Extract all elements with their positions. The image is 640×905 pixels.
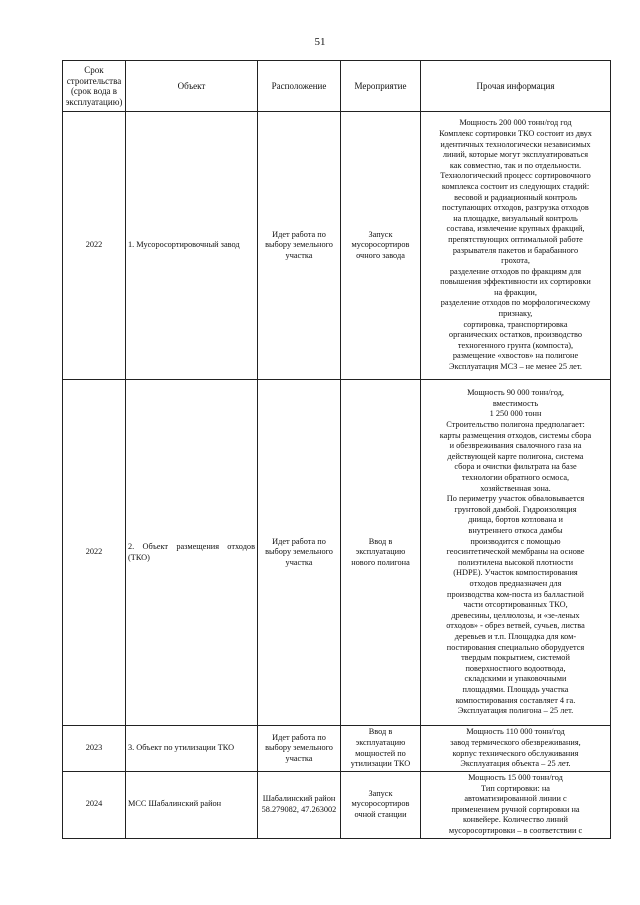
row-year: 2024 (63, 772, 126, 839)
info-line: препятствующих оптимальной работе (448, 234, 583, 244)
info-line: повышения эффективности их сортировки (440, 277, 591, 287)
info-line: состава, извлечение крупных фракций, (446, 224, 585, 234)
info-line: отходов» - обрез ветвей, сучьев, листва (446, 621, 585, 631)
info-line: Технологический процесс сортировочного (440, 171, 591, 181)
info-line: деревьев и т.п. Площадка для ком- (454, 631, 577, 641)
row-object: 2. Объект размещения отходов (ТКО) (126, 380, 258, 726)
info-line: Эксплуатация объекта – 25 лет. (460, 759, 571, 769)
row-year: 2023 (63, 726, 126, 772)
info-line: Эксплуатация МСЗ – не менее 25 лет. (449, 362, 582, 372)
info-line: Комплекс сортировки ТКО состоит из двух (439, 128, 592, 138)
info-line: вместимость (492, 398, 539, 408)
info-line: компостирования составляет 4 га. (455, 695, 576, 705)
info-line: весовой и радиационный контроль (454, 192, 577, 202)
info-line: Строительство полигона предполагает: (446, 420, 585, 430)
row-location: Идет работа по выбору земельного участка (258, 112, 341, 380)
info-line: Мощность 15 000 тонн/год (468, 773, 563, 782)
header-measure: Мероприятие (341, 61, 421, 112)
info-line: твердым покрытием, системой (461, 653, 570, 663)
info-line: разделение отходов по фракциям для (449, 266, 582, 276)
info-line: Эксплуатация полигона – 25 лет. (457, 706, 574, 716)
info-line: техногенного грунта (компоста), (457, 340, 574, 350)
info-line: производства ком-поста из балластной (447, 589, 584, 599)
row-info (421, 726, 611, 772)
info-line: складскими и упаковочными (464, 674, 567, 684)
header-location: Расположение (258, 61, 341, 112)
info-line: днища, бортов котлована и (468, 515, 563, 525)
table-row (63, 772, 611, 839)
header-term: Срок строительства (срок вода в эксплуатацию) (63, 61, 126, 112)
row-info (421, 380, 611, 726)
info-line: технологии обратного осмоса, (461, 473, 570, 483)
info-line: производится с помощью (470, 536, 561, 546)
info-line: корпус технического обслуживания (452, 748, 579, 758)
row-measure: Ввод в эксплуатацию мощностей по утилизации ТКО (341, 726, 421, 772)
info-line: комплекса состоит из следующих стадий: (441, 181, 590, 191)
info-line: завод термического обезвреживания, (450, 737, 581, 747)
header-info: Прочая информация (421, 61, 611, 112)
row-object: МСС Шабалинский район (126, 772, 258, 839)
table-row (63, 380, 611, 726)
row-location: Идет работа по выбору земельного участка (258, 726, 341, 772)
table-row (63, 112, 611, 380)
info-line: древесины, целлюлозы, и «зе-леных (451, 610, 580, 620)
info-line: автоматизированной линии с (464, 794, 567, 804)
info-line: мусоросортировки – в соответствии с (448, 825, 583, 835)
info-line: постирования специально оборудуется (446, 642, 585, 652)
info-line: площадями. Площадь участка (462, 684, 569, 694)
row-info (421, 112, 611, 380)
info-line: применением ручной сортировки на (451, 804, 580, 814)
info-line: По периметру участок обваловывается (446, 494, 585, 504)
row-location: Идет работа по выбору земельного участка (258, 380, 341, 726)
info-line: разрывателя пакетов и барабанного (452, 245, 579, 255)
info-line: на площадке, визуальный контроль (453, 213, 578, 223)
info-line: карты размещения отходов, системы сбора (439, 430, 592, 440)
info-line: грохота, (501, 256, 530, 266)
info-line: размещение «хвостов» на полигоне (452, 351, 579, 361)
page-number: 51 (314, 36, 326, 48)
row-measure: Запуск мусоросортиров очной станции (341, 772, 421, 839)
row-year: 2022 (63, 112, 126, 380)
info-line: (HDPE). Участок компостирования (453, 568, 578, 578)
row-year: 2022 (63, 380, 126, 726)
info-line: полиэтилена высокой плотности (457, 557, 574, 567)
info-line: поверхностного водоотвода, (465, 663, 566, 673)
info-line: внутреннего откоса дамбы (468, 526, 563, 536)
info-line: действующей карте полигона, система (447, 451, 584, 461)
info-line: 1 250 000 тонн (489, 409, 542, 419)
info-line: сбора и очистки фильтрата на базе (454, 462, 577, 472)
info-line: поступающих отходов, разгрузка отходов (442, 203, 589, 213)
construction-table (62, 60, 611, 839)
table-row (63, 726, 611, 772)
info-line: отходов предназначен для (469, 578, 562, 588)
info-line: геосинтетической мембраны на основе (446, 547, 585, 557)
info-line: на фракции, (494, 287, 537, 297)
row-info (421, 772, 611, 839)
row-measure: Ввод в эксплуатацию нового полигона (341, 380, 421, 726)
info-line: и обезвреживания свалочного газа на (449, 441, 582, 451)
info-line: сортировка, транспортировка (463, 319, 568, 329)
info-line: Мощность 200 000 тонн/год год (459, 118, 572, 128)
info-line: грунтовой дамбой. Гидроизоляция (454, 504, 577, 514)
info-line: конвейере. Количество линий (463, 815, 568, 825)
info-line: Мощность 90 000 тонн/год, (467, 388, 564, 398)
info-line: разделение отходов по морфологическому (440, 298, 591, 308)
info-line: идентичных технологически независимых (440, 139, 591, 149)
row-object: 1. Мусоросортировочный завод (126, 112, 258, 380)
info-line: как совместно, так и по отдельности. (449, 160, 582, 170)
info-line: Тип сортировки: на (481, 783, 550, 793)
info-line: хозяйственная зона. (480, 483, 551, 493)
info-line: части отсортированных ТКО, (463, 600, 568, 610)
row-measure: Запуск мусоросортиров очного завода (341, 112, 421, 380)
table-header-row (63, 61, 611, 112)
info-line: Мощность 110 000 тонн/год (466, 727, 565, 737)
info-line: линий, которые могут эксплуатироваться (442, 150, 589, 160)
row-location: Шабалинский район 58.279082, 47.263002 (258, 772, 341, 839)
header-object: Объект (126, 61, 258, 112)
info-line: органических остатков, производство (448, 330, 583, 340)
info-line: признаку, (498, 309, 533, 319)
row-object: 3. Объект по утилизации ТКО (126, 726, 258, 772)
